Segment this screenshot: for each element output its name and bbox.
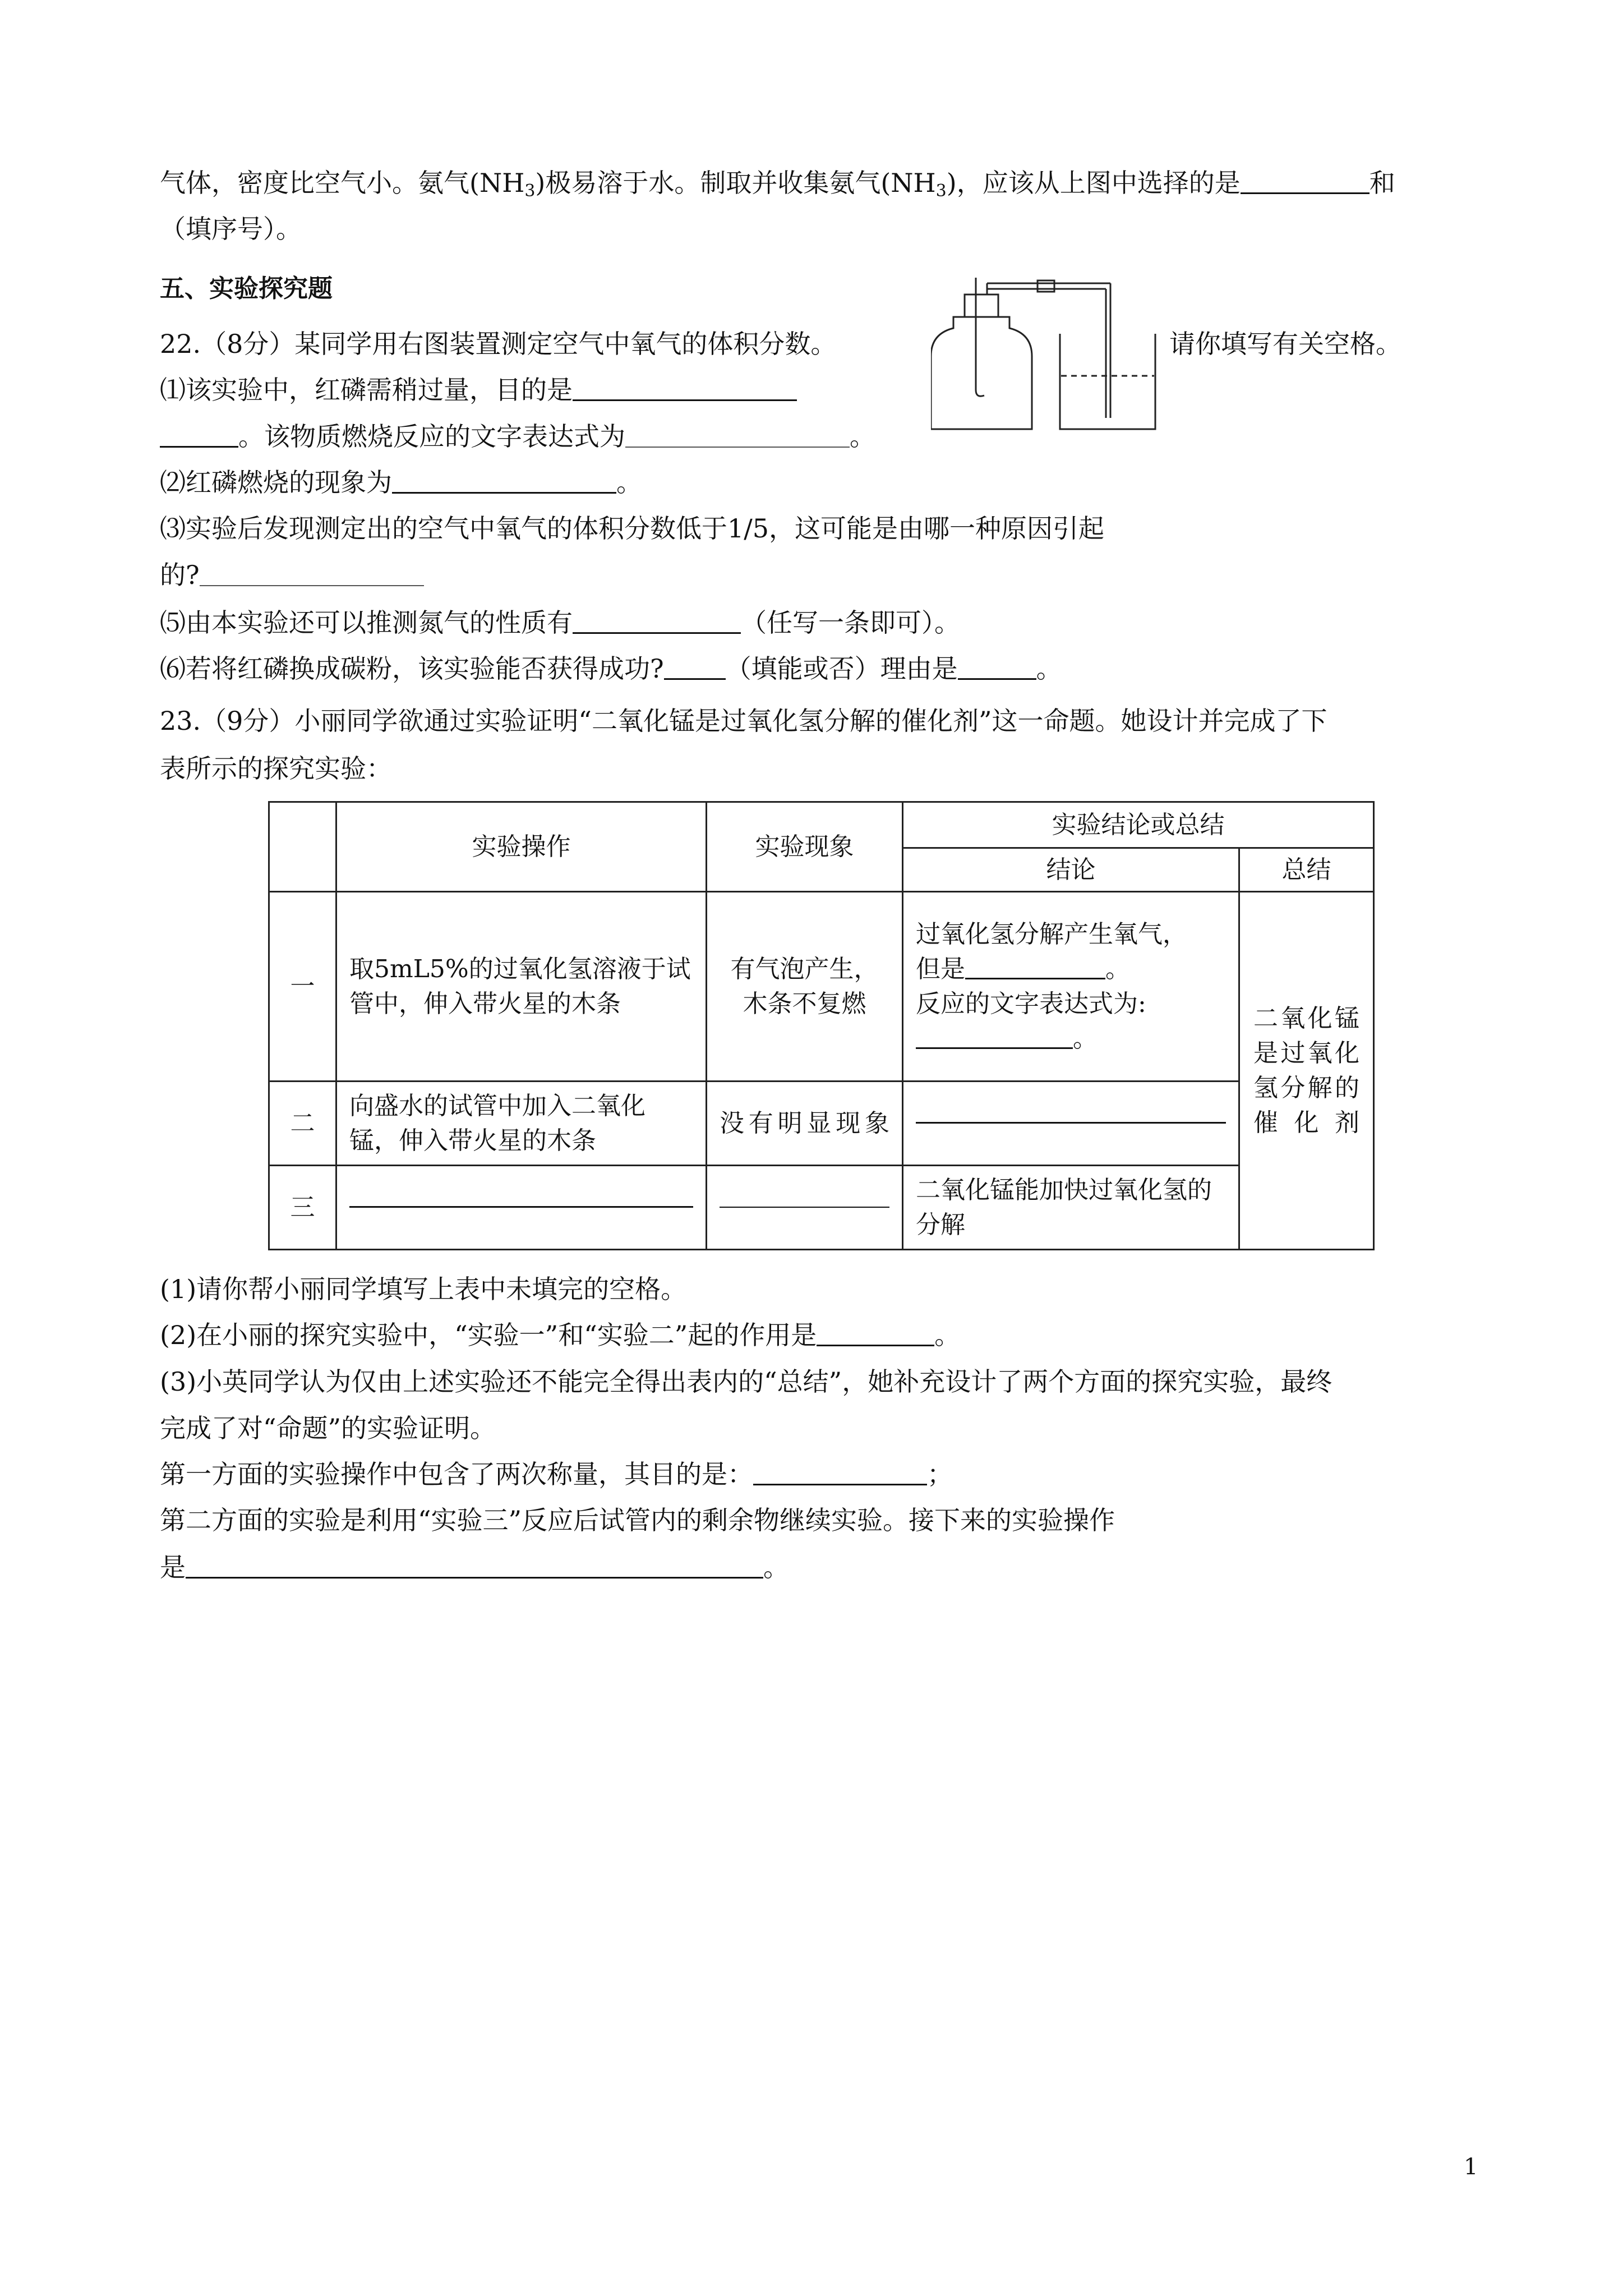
answer-blank[interactable]	[186, 1551, 763, 1579]
answer-blank[interactable]	[916, 1022, 1073, 1049]
answer-blank[interactable]	[720, 1201, 889, 1208]
q22-part-2: ⑵红磷燃烧的现象为 。	[160, 467, 642, 498]
bottle-body	[931, 317, 1032, 429]
row-phenomenon	[707, 1166, 903, 1250]
bottle-stopper	[965, 295, 998, 317]
row-phenomenon: 有气泡产生，木条不复燃	[707, 892, 903, 1082]
row-operation	[336, 1166, 707, 1250]
intro-line-2: （填序号）。	[160, 214, 302, 244]
answer-blank[interactable]	[1241, 167, 1370, 194]
answer-blank[interactable]	[753, 1458, 927, 1485]
row-phenomenon: 没有明显现象	[707, 1082, 903, 1166]
section-title: 五、实验探究题	[160, 274, 333, 303]
answer-blank[interactable]	[160, 420, 238, 448]
header-operation: 实验操作	[336, 802, 707, 892]
answer-blank[interactable]	[573, 606, 741, 634]
answer-blank[interactable]	[817, 1319, 934, 1346]
beaker	[1060, 334, 1155, 429]
row-label: 一	[269, 892, 336, 1082]
intro-line-1: 气体，密度比空气小。氨气$(NH_3)$极易溶于水。制取并收集氨气$(NH_3)$，应该从上图中选择的是 和	[160, 168, 1395, 201]
answer-blank[interactable]	[958, 652, 1036, 680]
header-summary: 总结	[1239, 848, 1374, 892]
q22-stem-end: 请你填写有关空格。	[1169, 329, 1401, 359]
page-number: 1	[1464, 2154, 1478, 2180]
q23-sub-6: 是 。	[160, 1552, 789, 1582]
q23-sub-2: (2)在小丽的探究实验中，“实验一”和“实验二”起的作用是 。	[160, 1320, 961, 1350]
header-conclusion: 结论	[903, 848, 1239, 892]
table-row	[269, 892, 1374, 1082]
answer-blank[interactable]	[916, 1116, 1226, 1124]
q23-stem-1: 23.（9分）小丽同学欲通过实验证明“二氧化锰是过氧化氢分解的催化剂”这一命题。她设计并完成了下	[160, 706, 1327, 736]
answer-blank[interactable]	[965, 952, 1105, 979]
clamp	[1038, 280, 1054, 292]
row-label: 二	[269, 1082, 336, 1166]
q23-stem-2: 表所示的探究实验：	[160, 753, 392, 784]
answer-blank[interactable]	[573, 374, 797, 401]
q22-part-3-cont: 的?	[160, 558, 424, 592]
header-conclusion-group: 实验结论或总结	[903, 802, 1374, 848]
experiment-table	[268, 801, 1375, 1250]
q23-sub-5: 第二方面的实验是利用“实验三”反应后试管内的剩余物继续实验。接下来的实验操作	[160, 1505, 1115, 1535]
q22-part-6: ⑹若将红磷换成碳粉，该实验能否获得成功? （填能或否）理由是 。	[160, 654, 1062, 684]
answer-blank[interactable]	[664, 652, 726, 680]
row-conclusion: 二氧化锰能加快过氧化氢的分解	[903, 1166, 1239, 1250]
q23-sub-1: (1)请你帮小丽同学填写上表中未填完的空格。	[160, 1274, 687, 1304]
row-label: 三	[269, 1166, 336, 1250]
header-phenomenon: 实验现象	[707, 802, 903, 892]
answer-blank[interactable]	[349, 1200, 693, 1208]
q23-sub-3: (3)小英同学认为仅由上述实验还不能完全得出表内的“总结”，她补充设计了两个方面的探究实验，最终	[160, 1366, 1332, 1397]
table-row	[269, 1082, 1374, 1166]
apparatus-diagram-icon	[931, 278, 1166, 440]
q22-stem: 22.（8分）某同学用右图装置测定空气中氧气的体积分数。	[160, 329, 837, 359]
spoon-tip	[976, 390, 984, 396]
row-operation: 取5mL5%的过氧化氢溶液于试管中，伸入带火星的木条	[336, 892, 707, 1082]
table-corner-cell	[269, 802, 336, 892]
answer-blank[interactable]	[200, 559, 424, 586]
row-conclusion: 过氧化氢分解产生氧气， 但是 。 反应的文字表达式为: 。	[903, 892, 1239, 1082]
q22-part-3: ⑶实验后发现测定出的空气中氧气的体积分数低于1/5，这可能是由哪一种原因引起	[160, 513, 1105, 544]
q22-part-1-cont: 。该物质燃烧反应的文字表达式为 。	[160, 420, 875, 453]
answer-blank[interactable]	[625, 421, 850, 448]
answer-blank[interactable]	[392, 466, 616, 494]
q23-sub-4: 第一方面的实验操作中包含了两次称量，其目的是： ；	[160, 1459, 953, 1489]
table-row	[269, 1166, 1374, 1250]
row-conclusion	[903, 1082, 1239, 1166]
summary-cell: 二氧化锰是过氧化氢分解的催化剂	[1239, 892, 1374, 1250]
row-operation: 向盛水的试管中加入二氧化锰，伸入带火星的木条	[336, 1082, 707, 1166]
q22-part-1: ⑴该实验中，红磷需稍过量，目的是	[160, 373, 797, 407]
q22-part-5: ⑸由本实验还可以推测氮气的性质有 （任写一条即可）。	[160, 608, 960, 638]
q23-sub-3-cont: 完成了对“命题”的实验证明。	[160, 1413, 496, 1443]
